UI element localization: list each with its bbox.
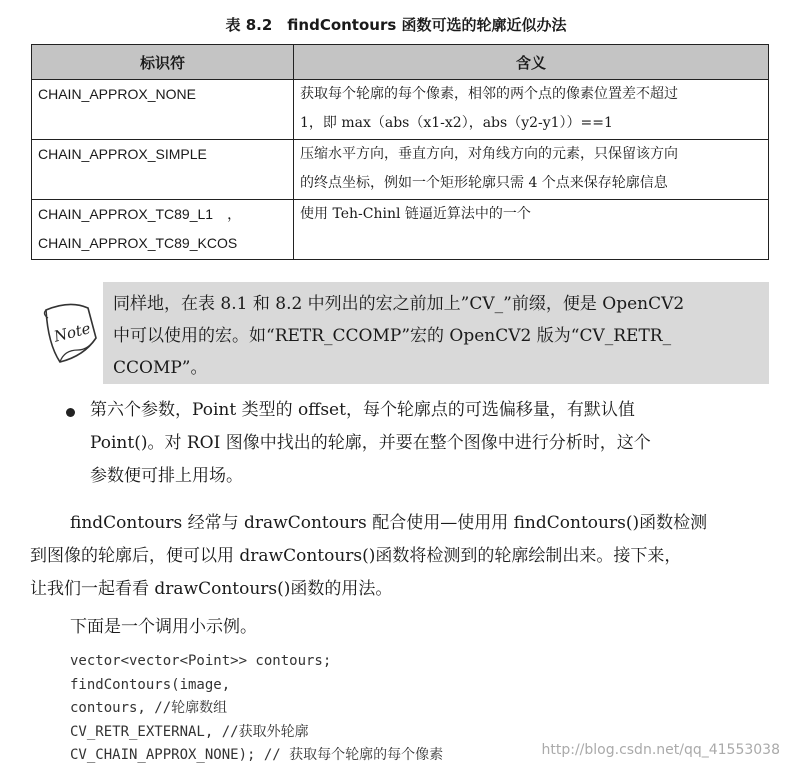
cell-line: CHAIN_APPROX_TC89_KCOS <box>38 235 238 251</box>
code-block <box>70 650 443 768</box>
cell-line: 获取每个轮廓的每个像素，相邻的两个点的像素位置差不超过 <box>300 86 678 102</box>
cell-line: 的终点坐标，例如一个矩形轮廓只需 4 个点来保存轮廓信息 <box>300 175 668 191</box>
table-cell-meaning <box>294 80 769 140</box>
table-caption: 表 8.2 findContours 函数可选的轮廓近似办法 <box>225 16 567 34</box>
code-line: vector<vector<Point>> contours; <box>70 653 332 669</box>
cell-line: CHAIN_APPROX_SIMPLE <box>38 146 207 162</box>
table-row <box>32 200 769 260</box>
cell-line: CHAIN_APPROX_TC89_L1 ， <box>38 206 242 222</box>
bullet-line: 第六个参数，Point 类型的 offset，每个轮廓点的可选偏移量，有默认值 <box>90 400 635 420</box>
note-line: CCOMP”。 <box>113 358 208 378</box>
paragraph-line: 让我们一起看看 drawContours()函数的用法。 <box>30 579 393 599</box>
note-text <box>113 288 763 384</box>
header-identifier: 标识符 <box>32 45 294 80</box>
watermark: http://blog.csdn.net/qq_41553038 <box>541 742 780 758</box>
body-paragraph <box>30 507 770 606</box>
code-line: findContours(image, <box>70 676 231 693</box>
bullet-line: Point()。对 ROI 图像中找出的轮廓，并要在整个图像中进行分析时，这个 <box>90 433 651 453</box>
paragraph-line: 到图像的轮廓后，便可以用 drawContours()函数将检测到的轮廓绘制出来。接下来， <box>30 546 682 566</box>
contour-approx-table <box>31 44 769 260</box>
paragraph-line: findContours 经常与 drawContours 配合使用—使用用 findContours()函数检测 <box>70 513 708 533</box>
cell-line: 1，即 max（abs（x1-x2），abs（y2-y1））==1 <box>300 115 613 131</box>
table-cell-meaning <box>294 140 769 200</box>
note-box <box>103 282 769 384</box>
cell-line: 使用 Teh-Chinl 链逼近算法中的一个 <box>300 206 531 222</box>
table-cell-identifier <box>32 140 294 200</box>
table-header-row <box>32 45 769 80</box>
bullet-line: 参数便可排上用场。 <box>90 466 243 486</box>
code-line: contours, //轮廓数组 <box>70 700 228 716</box>
cell-line: CHAIN_APPROX_NONE <box>38 86 196 102</box>
example-intro: 下面是一个调用小示例。 <box>70 617 257 637</box>
bullet-paragraph <box>90 394 770 493</box>
note-line: 中可以使用的宏。如“RETR_CCOMP”宏的 OpenCV2 版为“CV_RETR_ <box>113 326 672 346</box>
bullet-icon <box>66 408 75 417</box>
header-meaning: 含义 <box>294 45 769 80</box>
code-line: CV_CHAIN_APPROX_NONE); // 获取每个轮廓的每个像素 <box>70 747 444 763</box>
note-line: 同样地，在表 8.1 和 8.2 中列出的宏之前加上”CV_”前缀，便是 OpenCV2 <box>113 294 685 314</box>
table-cell-meaning <box>294 200 769 260</box>
cell-line: 压缩水平方向，垂直方向，对角线方向的元素，只保留该方向 <box>300 146 678 162</box>
table-row <box>32 80 769 140</box>
table-cell-identifier <box>32 80 294 140</box>
note-icon <box>34 294 104 366</box>
note-icon-label: Note <box>52 319 93 346</box>
table-row <box>32 140 769 200</box>
table-cell-identifier <box>32 200 294 260</box>
code-line: CV_RETR_EXTERNAL, //获取外轮廓 <box>70 723 309 740</box>
